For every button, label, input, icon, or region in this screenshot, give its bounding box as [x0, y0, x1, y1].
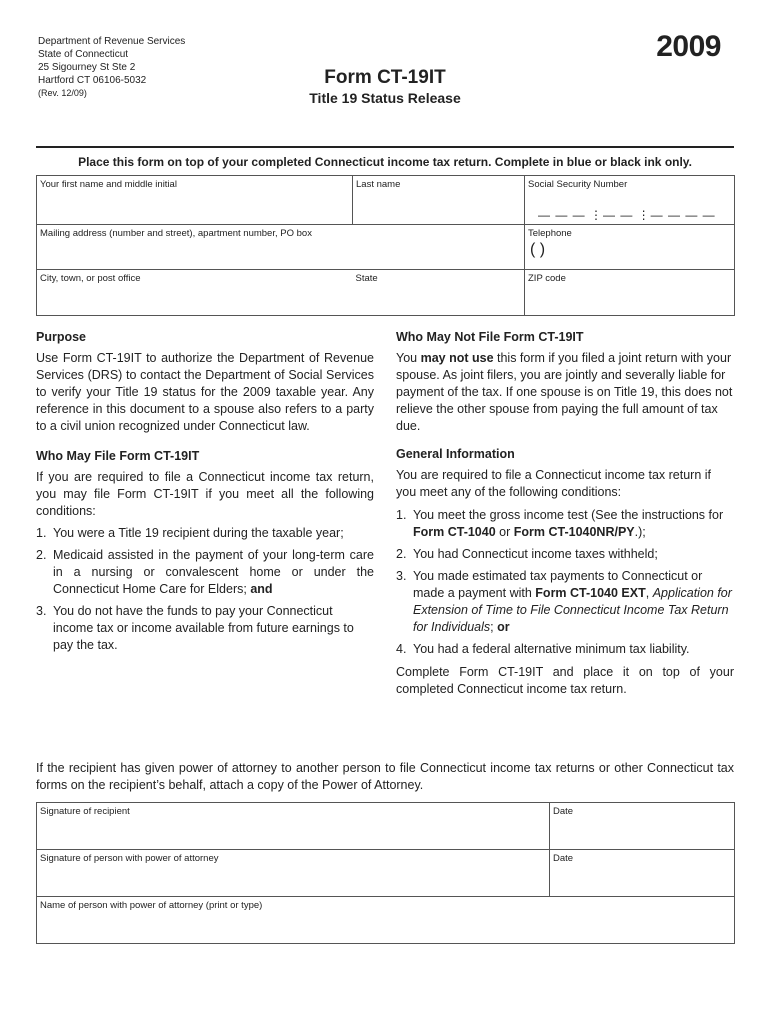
form-instruction: Place this form on top of your completed Connecticut income tax return. Complete in blue or black ink only.: [78, 155, 692, 169]
list-item: 3. You made estimated tax payments to Connecticut or made a payment with Form CT-1040 EXT, Application for Extension of Time to File Connecticut Income Tax Return for Individuals; or: [396, 569, 732, 634]
general-info-intro: You are required to file a Connecticut income tax return if you meet any of the following conditions:: [396, 468, 711, 499]
ssn-entry-blanks: — — — ⋮— — ⋮— — — —: [538, 208, 716, 222]
ssn-label: Social Security Number: [528, 179, 628, 190]
last-name-field[interactable]: [353, 176, 525, 225]
list-item: 1. You were a Title 19 recipient during the taxable year;: [36, 526, 344, 540]
who-may-not-file-heading: Who May Not File Form CT-19IT: [396, 330, 584, 344]
header-divider: [36, 146, 734, 148]
signature-grid: [36, 802, 735, 944]
revision-date: (Rev. 12/09): [38, 88, 87, 98]
city-field[interactable]: [37, 270, 353, 316]
telephone-field[interactable]: [525, 225, 735, 270]
general-info-heading: General Information: [396, 447, 515, 461]
telephone-area-code-parens: ( ): [530, 241, 546, 258]
recipient-signature-field[interactable]: [37, 803, 550, 850]
recipient-date-label: Date: [553, 806, 574, 817]
recipient-date-field[interactable]: [550, 803, 735, 850]
agency-state: State of Connecticut: [38, 49, 129, 60]
poa-date-label: Date: [553, 853, 574, 864]
list-item: 3. You do not have the funds to pay your Connecticut income tax or income available from future earnings to pay the tax.: [36, 604, 354, 652]
first-name-label: Your first name and middle initial: [40, 179, 177, 190]
telephone-label: Telephone: [528, 228, 572, 239]
mailing-address-label: Mailing address (number and street), apartment number, PO box: [40, 228, 312, 239]
power-of-attorney-note: If the recipient has given power of attorney to another person to file Connecticut income tax returns or other Connecticut tax forms on the recipient’s behalf, attach a copy of the Power of Attorney.: [36, 761, 734, 792]
purpose-heading: Purpose: [36, 330, 87, 344]
right-column: [396, 329, 734, 706]
poa-signature-label: Signature of person with power of attorney: [40, 853, 219, 864]
who-may-file-list: [36, 525, 374, 654]
last-name-label: Last name: [356, 179, 401, 190]
agency-city: Hartford CT 06106-5032: [38, 75, 147, 86]
list-item: 4. You had a federal alternative minimum tax liability.: [396, 642, 690, 656]
general-info-list: [396, 507, 734, 658]
list-item: 2. You had Connecticut income taxes withheld;: [396, 547, 658, 561]
general-info-closing: Complete Form CT-19IT and place it on top of your completed Connecticut income tax return.: [396, 665, 734, 696]
first-name-field[interactable]: [37, 176, 353, 225]
list-item: 2. Medicaid assisted in the payment of your long-term care in a nursing or convalescent home or under the Connecticut Home Care for Elders; and: [36, 548, 374, 596]
agency-street: 25 Sigourney St Ste 2: [38, 62, 136, 73]
taxpayer-info-grid: [36, 175, 735, 316]
left-column: [36, 329, 374, 660]
agency-name: Department of Revenue Services: [38, 36, 186, 47]
poa-signature-field[interactable]: [37, 850, 550, 897]
form-title: Form CT-19IT: [324, 67, 446, 88]
state-field[interactable]: [353, 270, 525, 316]
state-label: State: [355, 273, 378, 284]
zip-label: ZIP code: [528, 273, 566, 284]
tax-year: 2009: [656, 30, 721, 63]
list-item: 1. You meet the gross income test (See the instructions for Form CT-1040 or Form CT-1040NR/PY.);: [396, 508, 724, 539]
mailing-address-field[interactable]: [37, 225, 525, 270]
who-may-not-file-text: You may not use this form if you filed a joint return with your spouse. As joint filers, you are jointly and severally liable for payment of the tax. If one spouse is on Title 19, this does not relieve the other spouse from paying the full amount of tax due.: [396, 351, 733, 433]
poa-name-field[interactable]: [37, 897, 735, 944]
form-subtitle: Title 19 Status Release: [309, 90, 461, 106]
zip-field[interactable]: [525, 270, 735, 316]
poa-name-label: Name of person with power of attorney (print or type): [40, 900, 263, 911]
who-may-file-intro: If you are required to file a Connecticut income tax return, you may file Form CT-19IT if you meet all the following conditions:: [36, 470, 374, 518]
recipient-signature-label: Signature of recipient: [40, 806, 130, 817]
who-may-file-heading: Who May File Form CT-19IT: [36, 449, 200, 463]
purpose-text: Use Form CT-19IT to authorize the Department of Revenue Services (DRS) to contact the Department of Social Services to verify your Title 19 status for the 2009 taxable year. Any reference in this document to a spouse also refers to a party to a civil union recognized under Connecticut law.: [36, 351, 374, 433]
poa-date-field[interactable]: [550, 850, 735, 897]
city-label: City, town, or post office: [40, 273, 141, 284]
